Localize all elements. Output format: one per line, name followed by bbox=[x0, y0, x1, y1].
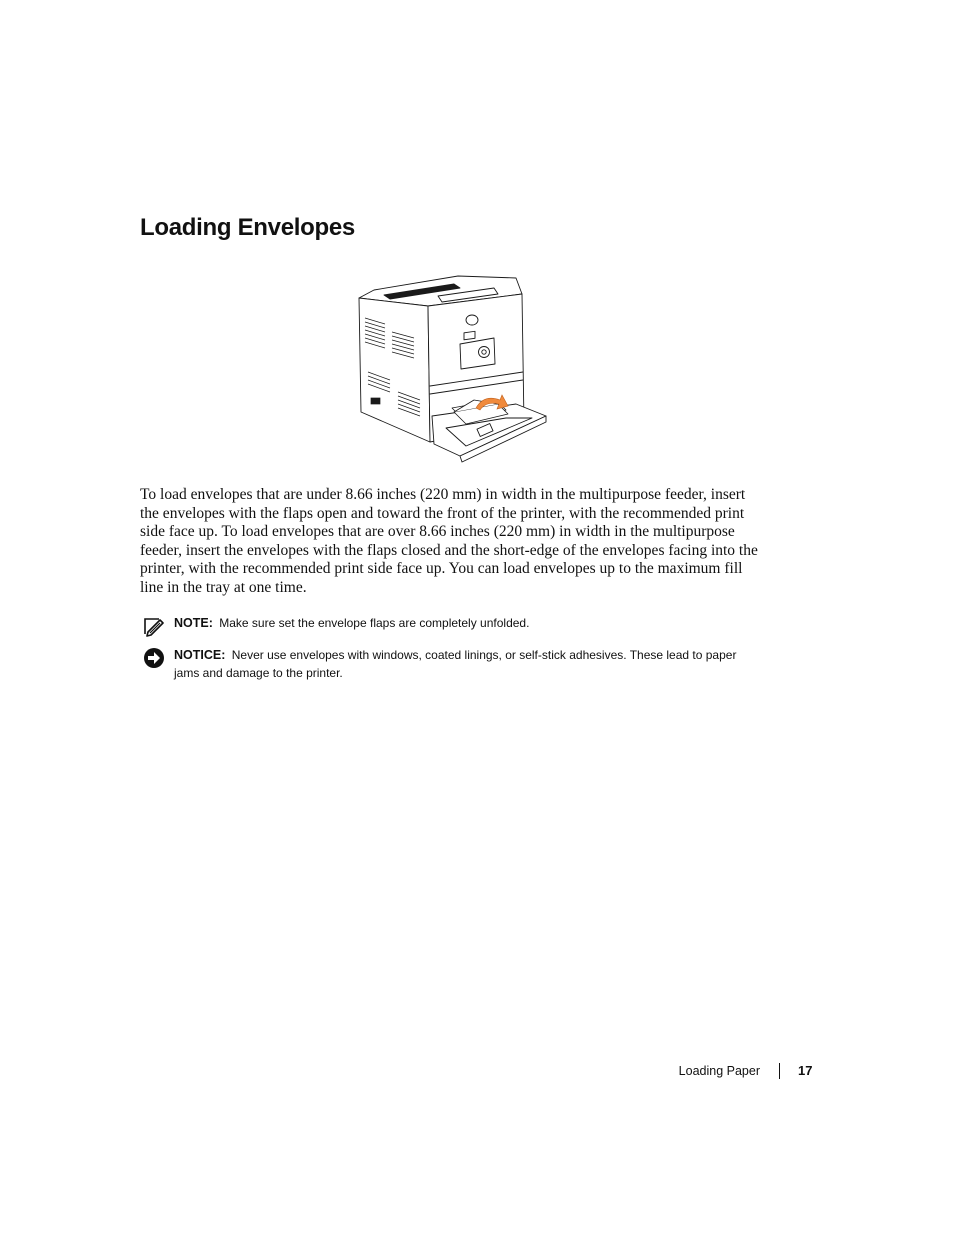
printer-loading-envelopes-illustration bbox=[356, 268, 556, 468]
note-text: Make sure set the envelope flaps are completely unfolded. bbox=[219, 616, 530, 630]
footer-section-title: Loading Paper bbox=[678, 1064, 760, 1078]
notice-text: Never use envelopes with windows, coated linings, or self-stick adhesives. These lead to paper jams and damage to the printer. bbox=[174, 648, 737, 680]
pencil-note-icon bbox=[143, 615, 165, 637]
page-footer bbox=[600, 1063, 820, 1083]
notice-label: NOTICE: bbox=[174, 648, 226, 662]
body-paragraph: To load envelopes that are under 8.66 inches (220 mm) in width in the multipurpose feeder, insert the envelopes with the flaps open and toward the front of the printer, with the recommended print side face up. To load envelopes that are over 8.66 inches (220 mm) in width in the multipurpose feeder, insert the envelopes with the flaps closed and the short-edge of the envelopes facing into the printer, with the recommended print side face up. You can load envelopes up to the maximum fill line in the tray at one time. bbox=[140, 486, 758, 596]
notice-arrow-icon bbox=[143, 647, 165, 669]
page-number: 17 bbox=[798, 1063, 813, 1078]
notice-callout bbox=[140, 646, 760, 686]
note-label: NOTE: bbox=[174, 616, 213, 630]
note-callout bbox=[140, 614, 760, 634]
footer-divider bbox=[779, 1063, 780, 1079]
section-title: Loading Envelopes bbox=[140, 214, 355, 241]
